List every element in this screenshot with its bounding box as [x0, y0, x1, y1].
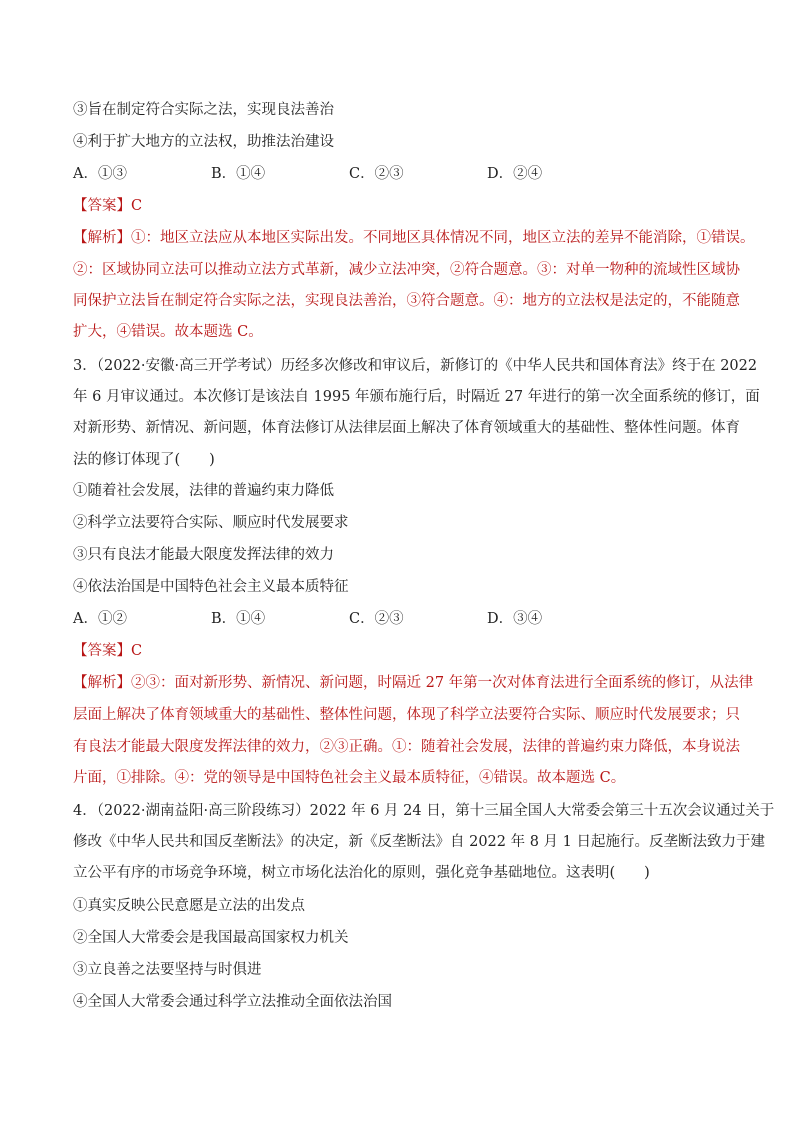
q4-stem-line: 修改《中华人民共和国反垄断法》的决定，新《反垄断法》自 2022 年 8 月 1 日起施行。反垄断法致力于建	[73, 834, 766, 850]
q3-item-3: ③只有良法才能最大限度发挥法律的效力	[73, 547, 334, 563]
q3-analysis-line: 有良法才能最大限度发挥法律的效力，②③正确。①：随着社会发展，法律的普遍约束力降低，本身说法	[73, 739, 740, 755]
q3-item-2: ②科学立法要符合实际、顺应时代发展要求	[73, 515, 349, 531]
q4-item-4: ④全国人大常委会通过科学立法推动全面依法治国	[73, 994, 392, 1010]
q2-answer: 【答案】C	[73, 198, 143, 214]
q2-option-a: A．①③	[73, 166, 127, 182]
q2-analysis-line: ②：区域协同立法可以推动立法方式革新，减少立法冲突，②符合题意。③：对单一物种的流域性区域协	[73, 262, 740, 278]
q3-option-b: B．①④	[211, 611, 266, 627]
q3-option-c: C．②③	[349, 611, 404, 627]
q2-analysis-line: 同保护立法旨在制定符合实际之法，实现良法善治，③符合题意。④：地方的立法权是法定的，不能随意	[73, 293, 740, 309]
q4-stem-line: 立公平有序的市场竞争环境，树立市场化法治化的原则，强化竞争基础地位。这表明( )	[73, 865, 650, 881]
q3-stem-line: 法的修订体现了( )	[73, 452, 215, 468]
q3-item-4: ④依法治国是中国特色社会主义最本质特征	[73, 579, 349, 595]
q3-option-d: D．③④	[487, 611, 543, 627]
q3-item-1: ①随着社会发展，法律的普遍约束力降低	[73, 483, 334, 499]
q2-analysis-line: 扩大，④错误。故本题选 C。	[73, 324, 263, 340]
q3-option-a: A．①②	[73, 611, 127, 627]
q3-stem-line: 3．（2022·安徽·高三开学考试）历经多次修改和审议后，新修订的《中华人民共和国体育法》终于在 2022	[73, 358, 758, 374]
q4-item-3: ③立良善之法要坚持与时俱进	[73, 962, 262, 978]
q3-answer: 【答案】C	[73, 643, 143, 659]
q4-item-2: ②全国人大常委会是我国最高国家权力机关	[73, 930, 349, 946]
q2-item-4: ④利于扩大地方的立法权，助推法治建设	[73, 134, 334, 150]
q4-item-1: ①真实反映公民意愿是立法的出发点	[73, 898, 305, 914]
q2-option-c: C．②③	[349, 166, 404, 182]
q2-options	[73, 164, 542, 184]
q3-options	[73, 609, 542, 629]
q2-option-b: B．①④	[211, 166, 266, 182]
q2-option-d: D．②④	[487, 166, 543, 182]
q3-stem-line: 年 6 月审议通过。本次修订是该法自 1995 年颁布施行后，时隔近 27 年进行的第一次全面系统的修订，面	[73, 389, 760, 405]
q2-analysis-line: 【解析】①：地区立法应从本地区实际出发。不同地区具体情况不同，地区立法的差异不能消除，①错误。	[73, 230, 755, 246]
q3-analysis-line: 层面上解决了体育领域重大的基础性、整体性问题，体现了科学立法要符合实际、顺应时代发展要求；只	[73, 707, 740, 723]
q3-analysis-line: 【解析】②③：面对新形势、新情况、新问题，时隔近 27 年第一次对体育法进行全面系统的修订，从法律	[73, 675, 754, 691]
q4-stem-line: 4．（2022·湖南益阳·高三阶段练习）2022 年 6 月 24 日，第十三届全国人大常委会第三十五次会议通过关于	[73, 803, 775, 819]
q3-analysis-line: 片面，①排除。④：党的领导是中国特色社会主义最本质特征，④错误。故本题选 C。	[73, 770, 626, 786]
q3-stem-line: 对新形势、新情况、新问题，体育法修订从法律层面上解决了体育领域重大的基础性、整体性问题。体育	[73, 420, 740, 436]
q2-item-3: ③旨在制定符合实际之法，实现良法善治	[73, 102, 334, 118]
